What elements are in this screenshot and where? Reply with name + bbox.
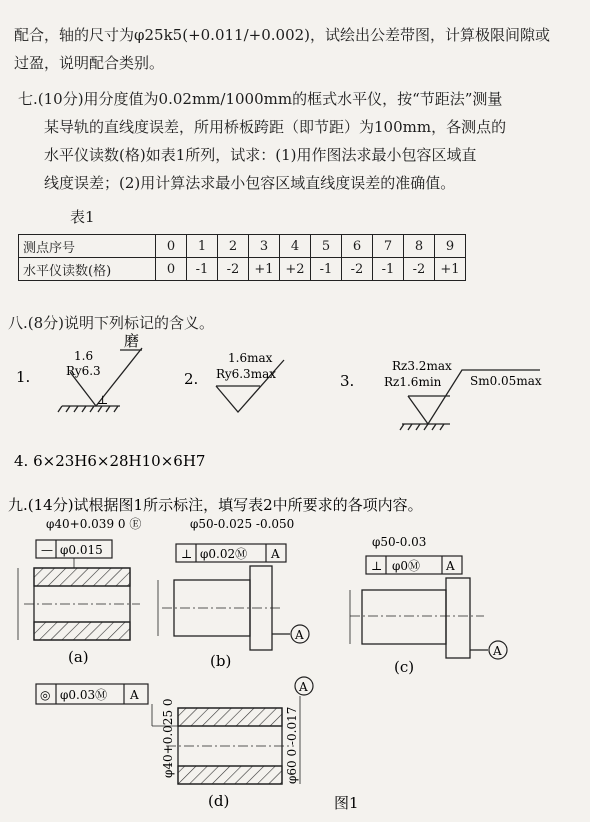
s2-top: 1.6max xyxy=(228,351,273,365)
s1-top: 1.6 xyxy=(74,349,94,363)
d-frame-datum: A xyxy=(130,688,139,702)
d-frame-value: φ0.03Ⓜ xyxy=(60,688,108,702)
table-cell: 5 xyxy=(311,235,342,258)
table-cell: 7 xyxy=(373,235,404,258)
table-cell: +2 xyxy=(280,258,311,281)
b-frame-datum: A xyxy=(271,547,280,561)
table-cell: 0 xyxy=(156,258,187,281)
part-b xyxy=(158,566,290,650)
table-cell: -2 xyxy=(342,258,373,281)
d-label: (d) xyxy=(208,792,230,810)
figure-caption: 图1 xyxy=(334,794,359,812)
q7-line4: 线度误差；(2)用计算法求最小包容区域直线度误差的准确值。 xyxy=(44,174,456,192)
table-cell: -1 xyxy=(187,258,218,281)
part-c xyxy=(350,578,488,658)
q8-item-number: 1. xyxy=(16,368,31,386)
a-dimension: φ40+0.039 0 Ⓔ xyxy=(46,517,142,531)
s2-mid: Ry6.3max xyxy=(216,367,276,381)
table-cell: -1 xyxy=(373,258,404,281)
q7-line3: 水平仪读数(格)如表1所列，试求：(1)用作图法求最小包容区域直 xyxy=(44,146,477,164)
s3-right: Sm0.05max xyxy=(470,374,542,388)
q8-item-number: 3. xyxy=(340,372,355,390)
q7-line1: 七.(10分)用分度值为0.02mm/1000mm的框式水平仪，按“节距法”测量 xyxy=(18,90,503,108)
b-frame-value: φ0.02Ⓜ xyxy=(200,547,248,561)
a-frame-symbol: — xyxy=(41,543,53,557)
table-title: 表1 xyxy=(70,208,95,226)
table-cell: 0 xyxy=(156,235,187,258)
q6-line2: 过盈，说明配合类别。 xyxy=(14,54,165,72)
table-cell: -1 xyxy=(311,258,342,281)
c-dimension: φ50-0.03 xyxy=(372,535,427,549)
q8-item4: 4. 6×23H6×28H10×6H7 xyxy=(14,452,206,470)
s1-word: 磨 xyxy=(124,332,140,350)
d-dim-left: φ40+0.025 0 xyxy=(161,698,175,778)
q7-line2: 某导轨的直线度误差，所用桥板跨距（即节距）为100mm，各测点的 xyxy=(44,118,507,136)
d-dim-right: φ60 0 -0.017 xyxy=(285,706,299,784)
table-cell: 9 xyxy=(435,235,466,258)
table-cell: 8 xyxy=(404,235,435,258)
d-datum-letter: A xyxy=(299,680,308,694)
table-cell: -2 xyxy=(218,258,249,281)
b-dimension: φ50-0.025 -0.050 xyxy=(190,517,295,531)
table-row-label: 测点序号 xyxy=(19,235,156,258)
b-datum-letter: A xyxy=(295,628,304,642)
q9-title: 九.(14分)试根据图1所示标注，填写表2中所要求的各项内容。 xyxy=(8,496,423,514)
c-frame-value: φ0Ⓜ xyxy=(392,559,421,573)
s1-mid: Ry6.3 xyxy=(66,364,101,378)
s1-bottom: ⊥ xyxy=(97,393,109,407)
c-frame-symbol: ⊥ xyxy=(371,559,383,573)
table-cell: 2 xyxy=(218,235,249,258)
q6-line1: 配合，轴的尺寸为φ25k5(+0.011/+0.002)，试绘出公差带图，计算极限间隙或 xyxy=(14,26,551,44)
table-cell: 4 xyxy=(280,235,311,258)
b-label: (b) xyxy=(210,652,232,670)
a-label: (a) xyxy=(68,648,89,666)
table-cell: +1 xyxy=(435,258,466,281)
table-cell: 6 xyxy=(342,235,373,258)
table-row-label: 水平仪读数(格) xyxy=(19,258,156,281)
table-cell: +1 xyxy=(249,258,280,281)
c-label: (c) xyxy=(394,658,415,676)
s3-top: Rz3.2max xyxy=(392,359,452,373)
s3-mid: Rz1.6min xyxy=(384,375,442,389)
a-frame-value: φ0.015 xyxy=(60,543,103,557)
q8-title: 八.(8分)说明下列标记的含义。 xyxy=(8,314,215,332)
table-cell: 1 xyxy=(187,235,218,258)
table-cell: -2 xyxy=(404,258,435,281)
d-frame-symbol: ◎ xyxy=(40,688,51,702)
part-a xyxy=(18,558,140,640)
c-datum-letter: A xyxy=(493,644,502,658)
table-cell: 3 xyxy=(249,235,280,258)
c-frame-datum: A xyxy=(446,559,455,573)
q8-item-number: 2. xyxy=(184,370,199,388)
b-frame-symbol: ⊥ xyxy=(181,547,193,561)
